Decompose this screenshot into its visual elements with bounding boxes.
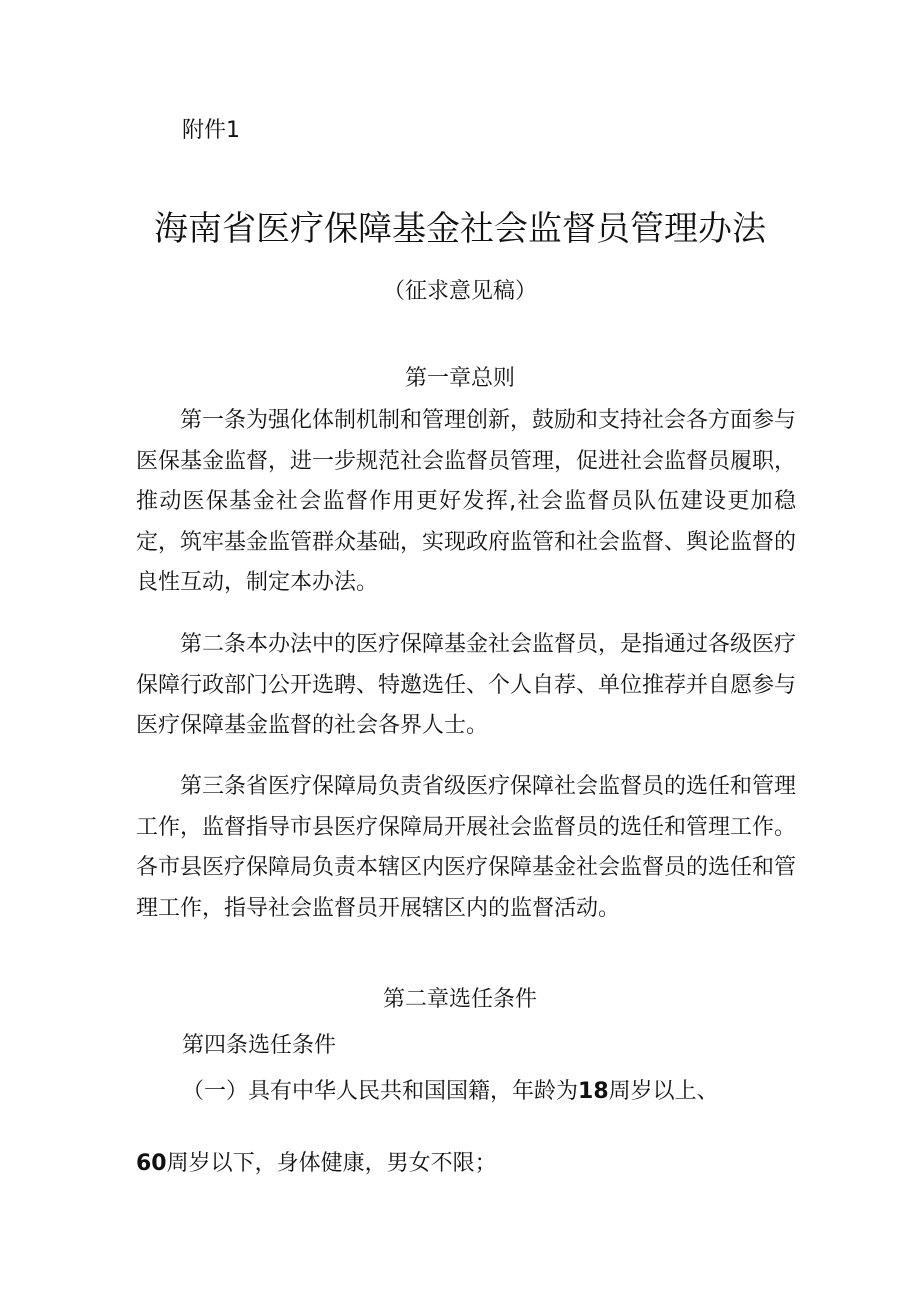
clause-1-mid: 周岁以上、 (608, 1079, 719, 1104)
clause-1-prefix: （一）具有中华人民共和国国籍，年龄为 (182, 1079, 579, 1104)
clause-1-line-2 (136, 1148, 497, 1180)
clause-1-line-1 (182, 1076, 719, 1108)
document-subtitle: （征求意见稿） (382, 279, 537, 304)
article-1-paragraph: 第一条为强化体制机制和管理创新，鼓励和支持社会各方面参与医保基金监督，进一步规范社会监督员管理，促进社会监督员履职，推动医保基金社会监督作用更好发挥,社会监督员队伍建设更加稳定，筑牢基金监管群众基础，实现政府监管和社会监督、舆论监督的良性互动，制定本办法。 (136, 408, 797, 595)
article-4-heading: 第四条选任条件 (182, 1033, 337, 1058)
chapter-2-heading: 第二章选任条件 (382, 987, 537, 1012)
clause-1-age-max: 60 (136, 1151, 167, 1176)
clause-1-suffix: 周岁以下，身体健康，男女不限； (166, 1151, 497, 1176)
clause-1-age-min: 18 (578, 1079, 609, 1104)
chapter-1-heading: 第一章总则 (404, 366, 515, 391)
attachment-label: 附件1 (182, 118, 240, 143)
article-2-paragraph: 第二条本办法中的医疗保障基金社会监督员，是指通过各级医疗保障行政部门公开选聘、特邀选任、个人自荐、单位推荐并自愿参与医疗保障基金监督的社会各界人士。 (136, 632, 797, 738)
document-title: 海南省医疗保障基金社会监督员管理办法 (154, 209, 766, 249)
article-3-paragraph: 第三条省医疗保障局负责省级医疗保障社会监督员的选任和管理工作，监督指导市县医疗保障局开展社会监督员的选任和管理工作。各市县医疗保障局负责本辖区内医疗保障基金社会监督员的选任和管理工作，指导社会监督员开展辖区内的监督活动。 (136, 774, 797, 921)
